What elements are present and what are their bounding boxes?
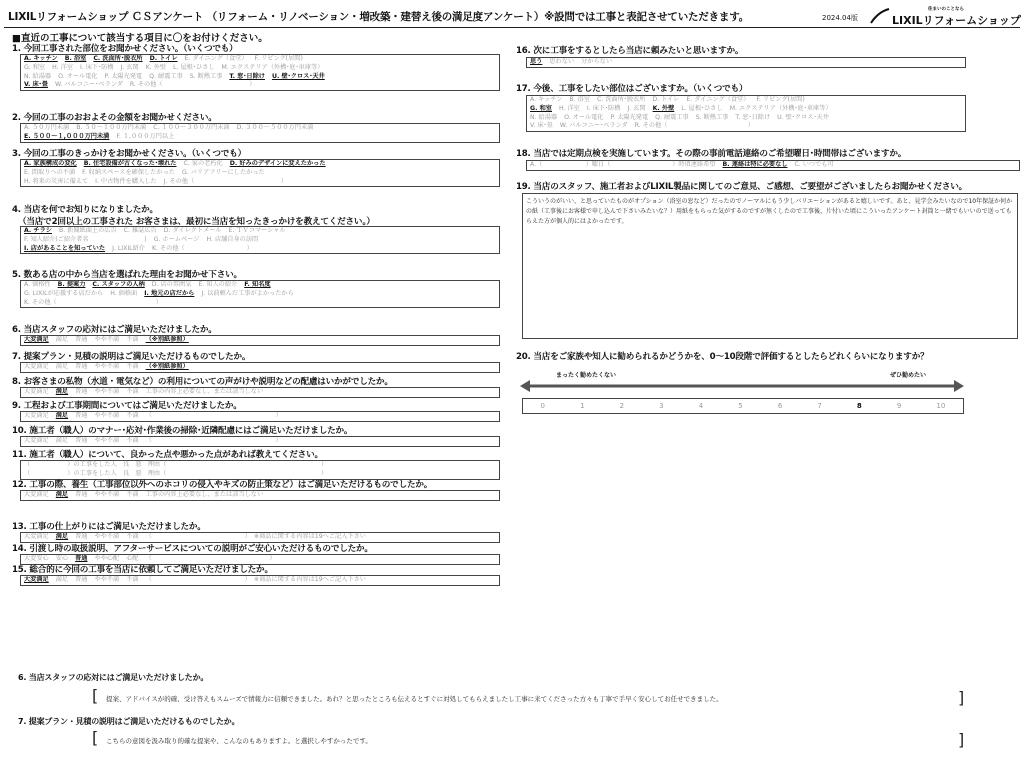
q2-option-0-0[interactable]: A. ５０万円未満 bbox=[24, 124, 70, 131]
q1-option-2-0[interactable]: N. 給湯器 bbox=[24, 72, 52, 80]
q3-option-1-1[interactable]: F. 収納スペースを確保したかった bbox=[82, 168, 175, 176]
q1-option-3-0[interactable]: V. 床･畳 bbox=[24, 81, 48, 89]
q2-option-1-0[interactable]: E. ５００～１,０００万円未満 bbox=[24, 132, 110, 140]
q10-option-0-4[interactable]: 不満 bbox=[126, 437, 139, 444]
q8-option-0-4[interactable]: 不満 bbox=[126, 388, 139, 395]
q8-option-0-0[interactable]: 大変満足 bbox=[24, 388, 49, 395]
q17-option-1-1[interactable]: H. 洋室 bbox=[558, 104, 580, 112]
q5-option-2-0[interactable]: K. その他（ ） bbox=[24, 298, 162, 306]
q16-option-0-1[interactable]: 思わない bbox=[549, 58, 575, 65]
q1-option-1-6[interactable]: M. エクステリア（外構･庭･車庫等） bbox=[221, 63, 324, 71]
q8-option-0-1[interactable]: 満足 bbox=[55, 388, 69, 395]
q10-option-0-0[interactable]: 大変満足 bbox=[24, 437, 49, 444]
q17-option-2-2[interactable]: P. 太陽光発電 bbox=[610, 113, 649, 121]
q5-option-0-3[interactable]: D. 店の雰囲気 bbox=[151, 281, 192, 288]
q3-answer-box bbox=[20, 159, 500, 187]
q4-option-0-3[interactable]: D. ダイレクトメール bbox=[163, 227, 222, 234]
q1-option-0-2[interactable]: C. 洗面所･脱衣所 bbox=[93, 55, 143, 62]
q10-answer-box bbox=[20, 436, 500, 447]
q17-option-0-3[interactable]: D. トイレ bbox=[652, 96, 680, 103]
q11-option-0-0[interactable]: （ ）の工事をした人 良 悪 理由（ ） bbox=[24, 461, 328, 468]
q7-option-0-3[interactable]: やや不満 bbox=[94, 363, 120, 370]
q1-option-0-4[interactable]: E. ダイニング（食堂） bbox=[184, 55, 248, 62]
q3-option-0-2[interactable]: C. 家の老朽化 bbox=[183, 160, 223, 167]
q4-option-0-2[interactable]: C. 雑誌広告 bbox=[123, 227, 157, 234]
question-13: 13. 工事の仕上がりにはご満足いただけましたか。 bbox=[12, 522, 206, 532]
q7-option-0-2[interactable]: 普通 bbox=[75, 363, 88, 370]
q3-line-2 bbox=[24, 178, 496, 187]
q5-option-1-1[interactable]: H. 価格面 bbox=[110, 289, 138, 297]
scale-high-label: ぜひ勧めたい bbox=[890, 372, 927, 379]
q9-option-0-5[interactable]: （ ） bbox=[145, 412, 282, 419]
question-3: 3. 今回の工事のきっかけをお聞かせください。（いくつでも） bbox=[12, 149, 246, 159]
q17-option-2-4[interactable]: S. 断熱工事 bbox=[695, 113, 729, 121]
q8-line-0 bbox=[24, 388, 496, 397]
q5-option-1-0[interactable]: G. LIXILが応援する店だから bbox=[24, 289, 104, 297]
q1-option-0-0[interactable]: A. キッチン bbox=[24, 55, 58, 62]
q12-line-0 bbox=[24, 491, 496, 500]
q1-option-2-5[interactable]: T. 窓･日除け bbox=[229, 72, 265, 80]
scale-option-10[interactable]: 10 bbox=[936, 402, 946, 410]
q11-line-0 bbox=[24, 461, 496, 470]
q8-option-0-3[interactable]: やや不満 bbox=[94, 388, 120, 395]
q8-option-0-2[interactable]: 普通 bbox=[75, 388, 88, 395]
q4-option-1-2[interactable]: H. 店舗自身の訪問 bbox=[206, 235, 259, 243]
q13-option-0-3[interactable]: やや不満 bbox=[94, 533, 120, 540]
q3-line-0 bbox=[24, 160, 496, 169]
q14-option-0-1[interactable]: 安心 bbox=[55, 555, 69, 562]
q1-option-1-1[interactable]: H. 洋室 bbox=[52, 63, 73, 71]
question-10: 10. 施工者（職人）のマナー･応対･作業後の掃除･近隣配慮にはご満足いただけましたか。 bbox=[12, 426, 353, 436]
q14-option-0-5[interactable]: （ ） bbox=[145, 555, 276, 562]
q17-line-3 bbox=[530, 122, 962, 131]
q9-line-0 bbox=[24, 412, 496, 421]
q9-option-0-1[interactable]: 満足 bbox=[55, 412, 69, 419]
q17-option-1-4[interactable]: K. 外壁 bbox=[652, 104, 675, 112]
logo-swoosh-icon bbox=[870, 8, 890, 24]
q9-option-0-3[interactable]: やや不満 bbox=[94, 412, 120, 419]
q6-answer-box bbox=[20, 335, 500, 346]
q12-option-0-1[interactable]: 満足 bbox=[55, 491, 69, 498]
q6-option-0-5[interactable]: （※別紙参照） bbox=[145, 336, 189, 343]
scale-option-9[interactable]: 9 bbox=[896, 402, 902, 410]
q17-option-0-4[interactable]: E. ダイニング（食堂） bbox=[686, 96, 750, 103]
question-6: 6. 当店スタッフの応対にはご満足いただけましたか。 bbox=[12, 325, 217, 335]
q13-option-0-4[interactable]: 不満 bbox=[126, 533, 139, 540]
q17-line-1 bbox=[530, 105, 962, 114]
q9-option-0-4[interactable]: 不満 bbox=[126, 412, 139, 419]
q5-option-0-4[interactable]: E. 知人の紹介 bbox=[198, 281, 238, 288]
q3-line-1 bbox=[24, 169, 496, 178]
q17-option-0-2[interactable]: C. 洗面所･脱衣所 bbox=[596, 96, 646, 103]
q17-option-1-5[interactable]: L. 屋根･ひさし bbox=[681, 104, 723, 112]
q10-line-0 bbox=[24, 437, 496, 446]
q17-option-3-2[interactable]: R. その他（ ） bbox=[634, 122, 755, 130]
scale-option-1[interactable]: 1 bbox=[580, 402, 585, 410]
q17-option-1-3[interactable]: J. 玄関 bbox=[627, 104, 646, 112]
q8-option-0-5[interactable]: 工事の内容上必要なし、または該当しない bbox=[145, 388, 264, 395]
lixil-logo bbox=[870, 6, 1021, 27]
q1-option-1-4[interactable]: K. 外壁 bbox=[145, 63, 167, 71]
q1-answer-box bbox=[20, 54, 500, 91]
q2-line-1 bbox=[24, 133, 496, 142]
q3-option-0-3[interactable]: D. 好みのデザインに変えたかった bbox=[229, 160, 326, 167]
q4-line-1 bbox=[24, 236, 496, 245]
q5-line-1 bbox=[24, 290, 496, 299]
q4-line-2 bbox=[24, 245, 496, 254]
q15-option-0-3[interactable]: やや不満 bbox=[94, 576, 120, 583]
q17-line-0 bbox=[530, 96, 962, 105]
q8-answer-box bbox=[20, 387, 500, 398]
q4-answer-box bbox=[20, 226, 500, 254]
q2-option-1-1[interactable]: F. １,０００万円以上 bbox=[116, 132, 175, 140]
question-19: 19. 当店のスタッフ、施工者およびLIXIL製品に関してのご意見、ご感想、ご要望がございましたらお聞かせください。 bbox=[516, 182, 967, 192]
q4-option-1-0[interactable]: F. 知人紹介(ご紹介者名 ) bbox=[24, 235, 147, 243]
bracket-right-0: ] bbox=[958, 688, 965, 707]
q10-option-0-5[interactable]: （ ） bbox=[145, 437, 282, 444]
q1-option-2-4[interactable]: S. 断熱工事 bbox=[189, 72, 223, 80]
q7-answer-box bbox=[20, 362, 500, 373]
bracket-right-1: ] bbox=[958, 730, 965, 749]
question-20: 20. 当店をご家族や知人に勧められるかどうかを、0～10段階で評価するとしたらどれくらいになりますか？ bbox=[516, 352, 929, 362]
q1-option-2-1[interactable]: O. オール電化 bbox=[58, 72, 98, 80]
scale-option-8[interactable]: 8 bbox=[856, 402, 862, 410]
q14-option-0-2[interactable]: 普通 bbox=[75, 555, 88, 562]
q17-option-0-0[interactable]: A. キッチン bbox=[530, 96, 563, 103]
q1-option-1-0[interactable]: G. 和室 bbox=[24, 63, 46, 71]
q1-option-1-2[interactable]: I. 床下･防構 bbox=[79, 63, 114, 71]
scale-option-0[interactable]: 0 bbox=[540, 402, 545, 410]
q6-option-0-1[interactable]: 満足 bbox=[55, 336, 69, 343]
scale-option-6[interactable]: 6 bbox=[777, 402, 783, 410]
q4-option-0-4[interactable]: E. ＴＶコマーシャル bbox=[228, 227, 286, 234]
q14-option-0-0[interactable]: 大変安心 bbox=[24, 555, 49, 562]
q5-line-2 bbox=[24, 299, 496, 308]
q13-option-0-1[interactable]: 満足 bbox=[55, 533, 69, 540]
q1-line-1 bbox=[24, 64, 496, 73]
q15-option-0-5[interactable]: （ ） ※商品に関する内容は19へご記入下さい bbox=[145, 576, 366, 583]
q16-option-0-0[interactable]: 思う bbox=[530, 58, 543, 65]
q4-option-1-1[interactable]: G. ホームページ bbox=[153, 235, 200, 243]
q17-option-1-6[interactable]: M. エクステリア（外構･庭･車庫等） bbox=[729, 104, 832, 112]
q16-option-0-2[interactable]: 分からない bbox=[581, 58, 613, 65]
scale-arrow bbox=[520, 380, 964, 392]
q5-answer-box bbox=[20, 280, 500, 308]
q6-option-0-3[interactable]: やや不満 bbox=[94, 336, 120, 343]
q7-line-0 bbox=[24, 363, 496, 372]
question-11: 11. 施工者（職人）について、良かった点や悪かった点があれば教えてください。 bbox=[12, 450, 323, 460]
q2-option-0-2[interactable]: C. １００～３００万円未満 bbox=[153, 124, 230, 131]
q5-option-0-1[interactable]: B. 提案力 bbox=[57, 281, 86, 288]
q12-option-0-2[interactable]: 普通 bbox=[75, 491, 88, 498]
q3-option-1-0[interactable]: E. 間取りへの不満 bbox=[24, 168, 76, 176]
q15-answer-box bbox=[20, 575, 500, 586]
question-15: 15. 総合的に今回の工事を当店に依頼してご満足いただけましたか。 bbox=[12, 565, 273, 575]
survey-title: LIXILリフォームショップ ＣＳアンケート （リフォーム・リノベーション・増改築・建替え後の満足度アンケート）※設問では工事と表記させていただきます。 bbox=[8, 11, 749, 23]
intro-text: ■直近の工事について該当する項目に〇をお付けください。 bbox=[12, 33, 268, 44]
question-18: 18. 当店では定期点検を実施しています。その際の事前電話連絡のご希望曜日･時間帯はございますか。 bbox=[516, 149, 907, 159]
comment-box[interactable]: こういうのがいい、と思っていたものがオプション（浴室の窓など）だったのでノーマルにもう少しバリエーションがあると嬉しいです。あと、見学会みたいなので10年保証か何かの紙（工事後にお客様で申し込んで下さいみたいな？）用紙をもらった気がするのですが無くしたので工事後、片付いた頃にこういったアンケート封筒と一緒でもいいので送ってもらえた方が個人的にはよかったです。 bbox=[522, 193, 1018, 339]
q18-option-0-2[interactable]: C. いつでも可 bbox=[794, 161, 834, 168]
q3-option-2-1[interactable]: I. 中古物件を購入した bbox=[95, 177, 157, 185]
survey-header bbox=[4, 6, 1020, 28]
q13-line-0 bbox=[24, 533, 496, 542]
bottom-answer-6: 提案、アドバイスが的確、受け答えもスムーズで情報力に信頼できました。あれ？と思ったところも伝えるとすぐに対処してもらえましたし工事に来てくださった方々も丁寧で手早く安心してお任せできました。 bbox=[106, 695, 723, 703]
q17-option-2-3[interactable]: Q. 耐震工事 bbox=[655, 113, 689, 121]
logo-text: LIXILリフォームショップ bbox=[892, 14, 1021, 27]
q18-line-0 bbox=[530, 161, 1016, 170]
q2-answer-box bbox=[20, 123, 500, 143]
scale-low-label: まったく勧めたくない bbox=[556, 372, 617, 379]
q15-option-0-4[interactable]: 不満 bbox=[126, 576, 139, 583]
bottom-question-7: 7. 提案プラン・見積の説明はご満足いただけるものでしたか。 bbox=[18, 717, 240, 726]
question-17: 17. 今後、工事をしたい部位はございますか。（いくつでも） bbox=[516, 84, 748, 94]
q15-line-0 bbox=[24, 576, 496, 585]
q17-option-2-5[interactable]: T. 窓･日除け bbox=[735, 113, 771, 121]
question-5: 5. 数ある店の中から当店を選ばれた理由をお聞かせ下さい。 bbox=[12, 270, 242, 280]
q1-option-0-1[interactable]: B. 浴室 bbox=[64, 55, 87, 62]
q4-line-0 bbox=[24, 227, 496, 236]
bracket-left-1: [ bbox=[92, 728, 99, 747]
q1-option-3-2[interactable]: R. その他（ ） bbox=[129, 81, 256, 89]
q16-answer-box bbox=[526, 57, 966, 68]
q18-option-0-0[interactable]: A.（ ）曜日（ ）時頃連絡希望 bbox=[530, 161, 716, 168]
q7-option-0-4[interactable]: 不満 bbox=[126, 363, 139, 370]
q1-line-3 bbox=[24, 81, 496, 90]
q3-option-0-0[interactable]: A. 家族構成の変化 bbox=[24, 160, 77, 167]
q6-option-0-4[interactable]: 不満 bbox=[126, 336, 139, 343]
q17-option-1-2[interactable]: I. 床下･防構 bbox=[586, 104, 621, 112]
q18-option-0-1[interactable]: B. 連絡は特に必要なし bbox=[722, 161, 788, 168]
q7-option-0-5[interactable]: （※別紙参照） bbox=[145, 363, 189, 370]
q12-option-0-3[interactable]: やや不満 bbox=[94, 491, 120, 498]
q1-option-1-3[interactable]: J. 玄関 bbox=[120, 63, 139, 71]
q17-option-2-0[interactable]: N. 給湯器 bbox=[530, 113, 558, 121]
q15-option-0-2[interactable]: 普通 bbox=[75, 576, 88, 583]
q9-answer-box bbox=[20, 411, 500, 422]
q17-option-0-5[interactable]: F. リビング(居間) bbox=[756, 96, 805, 103]
q4-option-2-2[interactable]: K. その他（ ） bbox=[151, 244, 253, 252]
q13-option-0-5[interactable]: （ ） ※商品に関する内容は19へご記入下さい bbox=[145, 533, 366, 540]
bracket-left-0: [ bbox=[92, 686, 99, 705]
q1-option-2-6[interactable]: U. 壁･クロス･天井 bbox=[271, 72, 325, 80]
q4-option-0-1[interactable]: B. 新聞紙面上の広告 bbox=[58, 227, 117, 234]
q10-option-0-1[interactable]: 満足 bbox=[55, 437, 69, 444]
q17-option-3-1[interactable]: W. バルコニー･ベランダ bbox=[559, 122, 628, 130]
question-9: 9. 工程および工事期間についてはご満足いただけましたか。 bbox=[12, 401, 242, 411]
q9-option-0-0[interactable]: 大変満足 bbox=[24, 412, 49, 419]
q5-option-0-5[interactable]: F. 知名度 bbox=[244, 281, 271, 288]
q2-option-0-3[interactable]: D. ３００～５００万円未満 bbox=[236, 124, 314, 131]
q6-option-0-2[interactable]: 普通 bbox=[75, 336, 88, 343]
bottom-question-6: 6. 当店スタッフの応対にはご満足いただけましたか。 bbox=[18, 673, 209, 682]
q6-line-0 bbox=[24, 336, 496, 345]
scale-option-7[interactable]: 7 bbox=[817, 402, 822, 410]
q17-option-2-6[interactable]: U. 壁･クロス･天井 bbox=[777, 113, 829, 121]
question-4: 4. 当店を何でお知りになりましたか。 bbox=[12, 205, 158, 215]
q5-option-1-2[interactable]: I. 地元の店だから bbox=[144, 289, 195, 297]
nps-scale bbox=[522, 398, 964, 414]
q18-answer-box bbox=[526, 160, 1020, 171]
q2-line-0 bbox=[24, 124, 496, 133]
q5-line-0 bbox=[24, 281, 496, 290]
q12-option-0-0[interactable]: 大変満足 bbox=[24, 491, 49, 498]
q4-option-2-0[interactable]: I. 店があることを知っていた bbox=[24, 244, 106, 252]
scale-option-2[interactable]: 2 bbox=[619, 402, 625, 410]
q3-option-2-0[interactable]: H. 将来の災害に備えて bbox=[24, 177, 89, 185]
q12-option-0-5[interactable]: 工事の内容上必要なし、または該当しない bbox=[145, 491, 264, 498]
q14-option-0-3[interactable]: やや心配 bbox=[94, 555, 120, 562]
q1-option-0-3[interactable]: D. トイレ bbox=[149, 55, 178, 62]
q17-option-3-0[interactable]: V. 床･畳 bbox=[530, 122, 553, 130]
q14-option-0-4[interactable]: 心配 bbox=[126, 555, 139, 562]
question-14: 14. 引渡し時の取扱説明、アフターサービスについての説明がご安心いただけるものでしたか。 bbox=[12, 544, 373, 554]
q3-option-0-1[interactable]: B. 住宅設備が古くなった･壊れた bbox=[83, 160, 177, 167]
q7-option-0-1[interactable]: 満足 bbox=[55, 363, 69, 370]
q3-option-1-2[interactable]: G. バリアフリーにしたかった bbox=[181, 168, 265, 176]
q2-option-0-1[interactable]: B. ５０～１００万円未満 bbox=[76, 124, 147, 131]
q13-option-0-2[interactable]: 普通 bbox=[75, 533, 88, 540]
question-4-note: （当店で2回以上の工事された お客さまは、最初に当店を知ったきっかけを教えてください。） bbox=[18, 217, 375, 227]
question-7: 7. 提案プラン・見積の説明はご満足いただけるものでしたか。 bbox=[12, 352, 251, 362]
question-16: 16. 次に工事をするとしたら当店に頼みたいと思いますか。 bbox=[516, 46, 744, 56]
q4-option-2-1[interactable]: J. LIXIL紹介 bbox=[112, 244, 145, 252]
q15-option-0-1[interactable]: 満足 bbox=[55, 576, 69, 583]
q10-option-0-2[interactable]: 普通 bbox=[75, 437, 88, 444]
scale-option-4[interactable]: 4 bbox=[698, 402, 704, 410]
q7-option-0-0[interactable]: 大変満足 bbox=[24, 363, 49, 370]
q16-line-0 bbox=[530, 58, 962, 67]
scale-option-5[interactable]: 5 bbox=[738, 402, 743, 410]
q11-answer-box bbox=[20, 460, 500, 480]
version-label: 2024.04版 bbox=[822, 14, 858, 22]
q1-option-2-3[interactable]: Q. 耐震工事 bbox=[149, 72, 183, 80]
scale-option-3[interactable]: 3 bbox=[659, 402, 664, 410]
q11-option-1-0[interactable]: （ ）の工事をした人 良 悪 理由（ ） bbox=[24, 469, 328, 477]
q12-option-0-4[interactable]: 不満 bbox=[126, 491, 139, 498]
q6-option-0-0[interactable]: 大変満足 bbox=[24, 336, 49, 343]
question-12: 12. 工事の際、養生（工事部位以外へのホコリの侵入やキズの防止策など）はご満足いただけるものでしたか。 bbox=[12, 480, 433, 490]
q9-option-0-2[interactable]: 普通 bbox=[75, 412, 88, 419]
q17-option-2-1[interactable]: O. オール電化 bbox=[564, 113, 604, 121]
question-2: 2. 今回の工事のおおよその金額をお聞かせください。 bbox=[12, 113, 217, 123]
q1-option-1-5[interactable]: L. 屋根･ひさし bbox=[173, 63, 215, 71]
q1-option-3-1[interactable]: W. バルコニー･ベランダ bbox=[54, 81, 123, 89]
q17-option-1-0[interactable]: G. 和室 bbox=[530, 104, 552, 112]
q5-option-0-2[interactable]: C. スタッフの人柄 bbox=[92, 281, 145, 288]
q17-answer-box bbox=[526, 95, 966, 132]
q4-option-0-0[interactable]: A. チラシ bbox=[24, 227, 52, 234]
q5-option-1-3[interactable]: J. 以前頼んだ工事がよかったから bbox=[201, 289, 294, 297]
q13-option-0-0[interactable]: 大変満足 bbox=[24, 533, 49, 540]
question-1: 1. 今回工事された部位をお聞かせください。（いくつでも） bbox=[12, 44, 238, 54]
q5-option-0-0[interactable]: A. 価格性 bbox=[24, 281, 51, 288]
q10-option-0-3[interactable]: やや不満 bbox=[94, 437, 120, 444]
q1-option-0-5[interactable]: F. リビング(居間) bbox=[254, 55, 303, 62]
question-8: 8. お客さまの私物（水道・電気など）の利用についての声がけや説明などの配慮はいかがでしたか。 bbox=[12, 377, 393, 387]
q17-option-0-1[interactable]: B. 浴室 bbox=[569, 96, 590, 103]
q15-option-0-0[interactable]: 大変満足 bbox=[24, 576, 49, 583]
logo-small-text: 住まいのことなら bbox=[928, 7, 964, 12]
bottom-answer-7: こちらの意図を汲み取り的確な提案や、こんなのもありますよ。と選択しやすかったです。 bbox=[106, 737, 372, 745]
q1-option-2-2[interactable]: P. 太陽光発電 bbox=[104, 72, 143, 80]
q1-line-0 bbox=[24, 55, 496, 64]
q3-option-2-2[interactable]: J. その他（ ） bbox=[163, 177, 287, 185]
q12-answer-box bbox=[20, 490, 500, 501]
